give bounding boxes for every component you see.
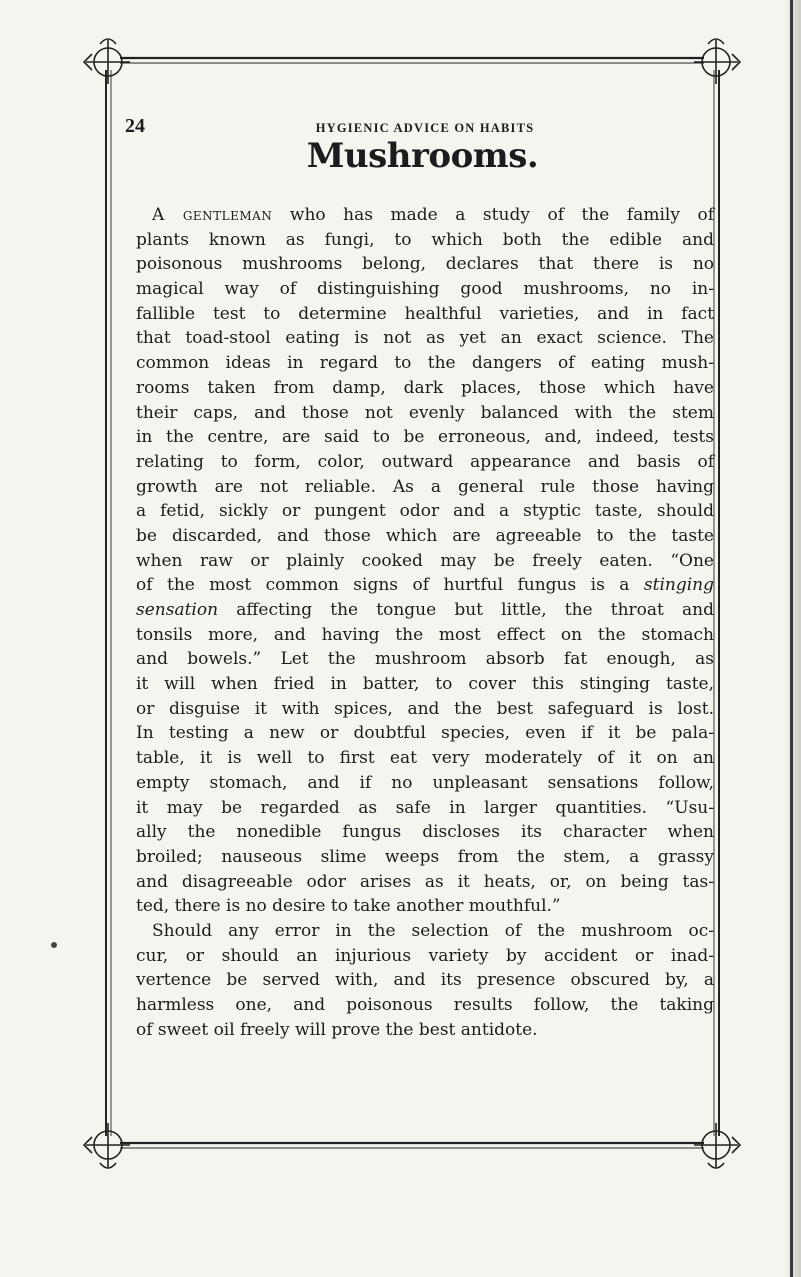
text-line: their caps, and those not evenly balanced with the stem [136,402,714,423]
text-line: growth are not reliable. As a general rule those having [136,476,714,497]
text-line: when raw or plainly cooked may be freely eaten. “One [136,550,714,571]
text-line: relating to form, color, outward appearance and basis of [136,451,714,472]
text-line: common ideas in regard to the dangers of eating mush- [136,353,714,374]
page-number: 24 [125,115,145,137]
text-line: of sweet oil freely will prove the best antidote. [136,1019,538,1040]
text-line: be discarded, and those which are agreeable to the taste [136,525,714,546]
text-line: broiled; nauseous slime weeps from the stem, a grassy [136,846,714,867]
text-line: that toad-stool eating is not as yet an exact science. The [136,328,714,349]
text-line: sensation affecting the tongue but little, the throat and [136,600,714,620]
text-line: and disagreeable odor arises as it heats, or, on being tas- [136,871,714,892]
text-line: magical way of distinguishing good mushrooms, no in- [136,279,714,300]
text-line: of the most common signs of hurtful fungus is a stinging [136,575,714,596]
text-line: and bowels.” Let the mushroom absorb fat enough, as [136,649,714,670]
lead-small-caps: A gentleman [152,205,273,225]
text-line: vertence be served with, and its presence obscured by, a [136,970,714,991]
text-line: ally the nonedible fungus discloses its character when [136,822,714,843]
text-line: In testing a new or doubtful species, even if it be pala- [136,723,714,744]
text-line: harmless one, and poisonous results follow, the taking [136,995,714,1015]
text-line: or disguise it with spices, and the best safeguard is lost. [136,698,714,719]
text-line: rooms taken from damp, dark places, those which have [136,377,714,398]
text-line: table, it is well to first eat very moderately of it on an [136,748,714,769]
text-line: Should any error in the selection of the mushroom oc- [152,920,714,941]
text-line: in the centre, are said to be erroneous, and, indeed, tests [136,427,714,448]
text-line: empty stomach, and if no unpleasant sensations follow, [136,772,714,793]
text-line: A gentleman who has made a study of the family of [152,205,715,225]
text-line: a fetid, sickly or pungent odor and a styptic taste, should [136,501,714,522]
text-line: plants known as fungi, to which both the edible and [136,229,714,250]
corner-ornament-top-right [694,39,740,84]
italic-word: stinging [643,575,714,596]
text-line: ted, there is no desire to take another mouthful.” [136,896,561,917]
text-line: cur, or should an injurious variety by accident or inad- [136,945,714,966]
italic-word: sensation [136,600,219,620]
corner-ornament-bottom-right [694,1123,740,1168]
text-line: poisonous mushrooms belong, declares that there is no [136,254,714,275]
text-line: tonsils more, and having the most effect on the stomach [136,624,714,645]
article-body [136,203,714,1042]
running-title: HYGIENIC ADVICE ON HABITS [315,121,535,135]
text-line: it will when fried in batter, to cover this stinging taste, [136,674,714,695]
article-title: Mushrooms. [306,136,539,176]
text-line: it may be regarded as safe in larger quantities. “Usu- [136,797,714,818]
text-line: fallible test to determine healthful varieties, and in fact [136,303,714,324]
margin-mark [51,942,57,948]
